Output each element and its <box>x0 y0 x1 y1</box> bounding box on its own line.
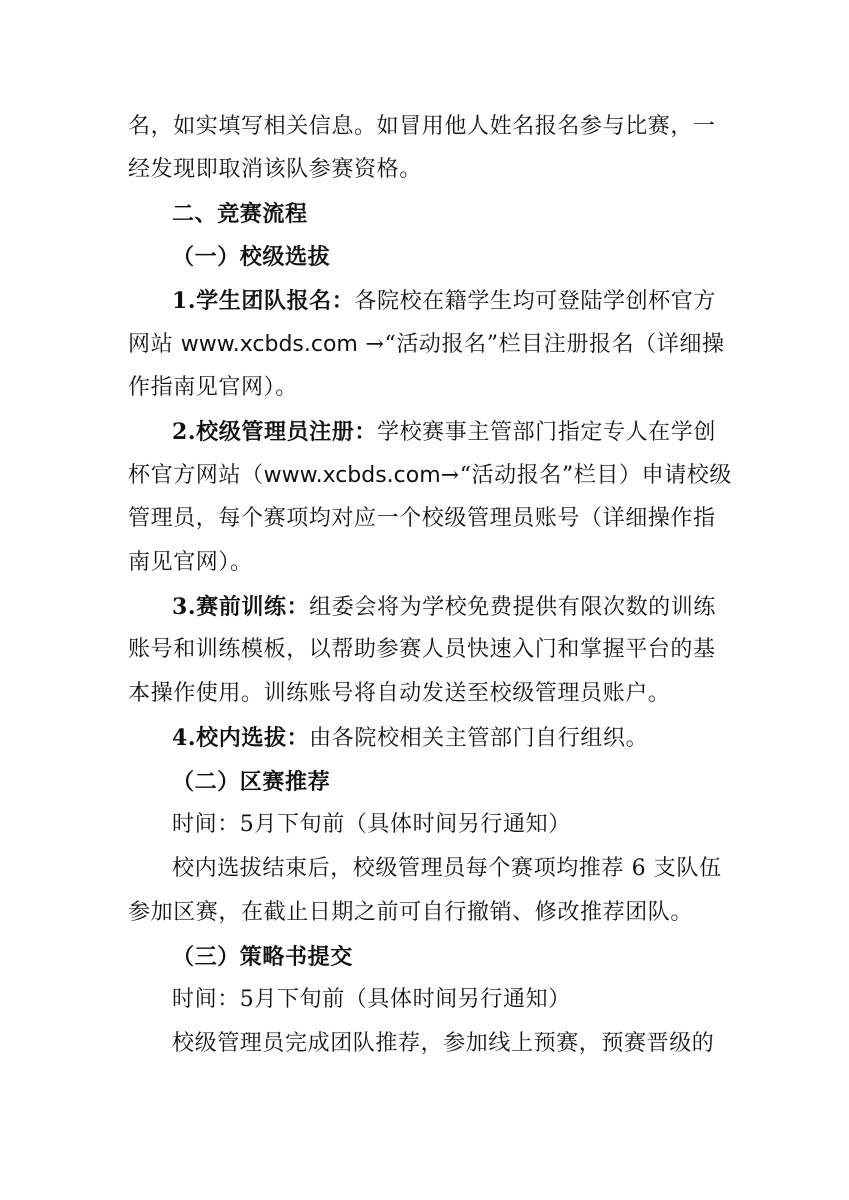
time-line: 时间：5月下旬前（具体时间另行通知） <box>172 987 571 1012</box>
item-text: 学校赛事主管部门指定专人在学创 <box>376 420 716 445</box>
list-item-line: 南见官网）。 <box>128 550 253 575</box>
item-text: →“活动报名”栏目）申请校级 <box>440 463 733 488</box>
list-item-line <box>128 330 725 360</box>
list-item-line <box>172 723 648 754</box>
list-item-line: 本操作使用。训练账号将自动发送至校级管理员账户。 <box>128 681 671 706</box>
item-label: 2.校级管理员注册： <box>172 419 377 445</box>
subsection-heading: （三）策略书提交 <box>172 944 353 970</box>
website-url: www.xcbds.com <box>263 463 441 488</box>
list-item-line: 管理员，每个赛项均对应一个校级管理员账号（详细操作指 <box>128 506 716 531</box>
item-label: 4.校内选拔： <box>172 725 310 751</box>
item-text: 各院校在籍学生均可登陆学创杯官方 <box>354 289 716 314</box>
item-text: →“活动报名”栏目注册报名（详细操 <box>357 332 725 357</box>
list-item-line <box>172 417 716 448</box>
list-item-line <box>128 461 732 491</box>
item-text: 组委会将为学校免费提供有限次数的训练 <box>309 595 716 620</box>
paragraph-line: 名，如实填写相关信息。如冒用他人姓名报名参与比赛，一 <box>128 114 716 139</box>
subsection-heading: （一）校级选拔 <box>172 244 331 270</box>
item-label: 3.赛前训练： <box>172 594 310 620</box>
paragraph-line: 参加区赛，在截止日期之前可自行撤销、修改推荐团队。 <box>128 900 694 925</box>
item-label: 1.学生团队报名： <box>172 288 355 314</box>
paragraph-line: 校内选拔结束后，校级管理员每个赛项均推荐 6 支队伍 <box>172 856 722 881</box>
list-item-line <box>172 592 716 623</box>
list-item-line: 账号和训练模板，以帮助参赛人员快速入门和掌握平台的基 <box>128 637 716 662</box>
item-text: 由各院校相关主管部门自行组织。 <box>309 726 649 751</box>
paragraph-line: 校级管理员完成团队推荐，参加线上预赛，预赛晋级的 <box>172 1031 715 1056</box>
section-heading: 二、竞赛流程 <box>172 201 308 227</box>
paragraph-line: 经发现即取消该队参赛资格。 <box>128 157 422 182</box>
list-item-line <box>172 286 716 317</box>
item-text: 网站 <box>128 332 181 357</box>
website-url: www.xcbds.com <box>180 332 358 357</box>
time-line: 时间：5月下旬前（具体时间另行通知） <box>172 812 571 837</box>
list-item-line: 作指南见官网）。 <box>128 375 298 400</box>
item-text: 杯官方网站（ <box>128 463 264 488</box>
subsection-heading: （二）区赛推荐 <box>172 769 331 795</box>
